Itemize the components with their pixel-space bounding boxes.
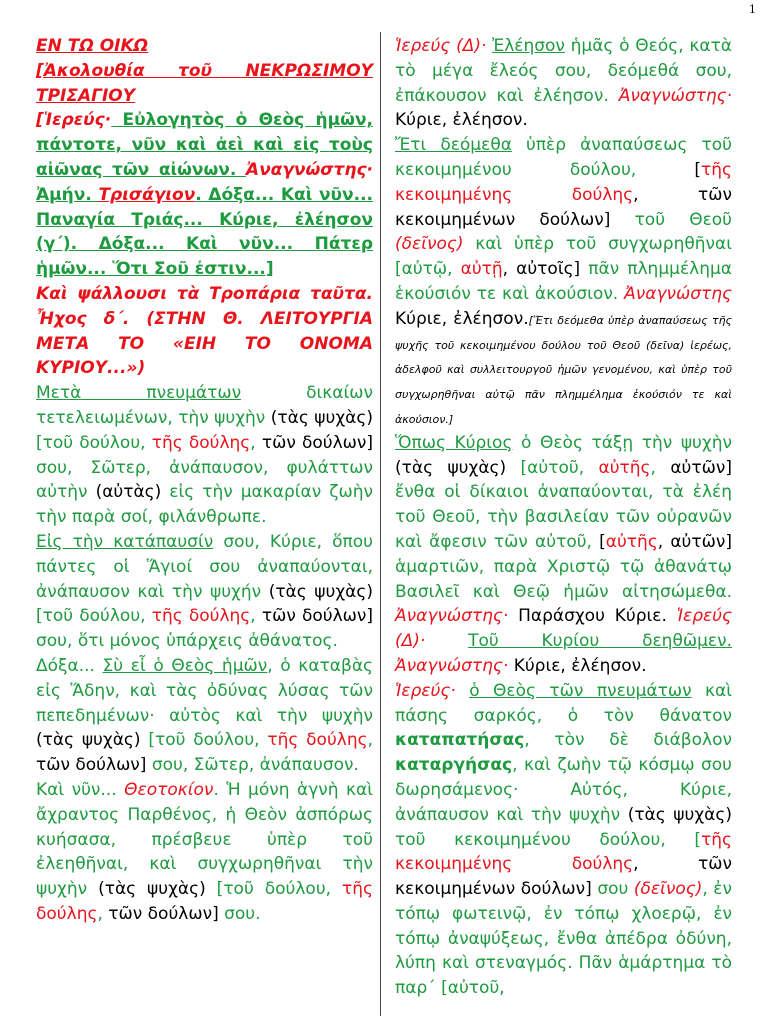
text: (αὐτὰς) [95, 482, 162, 503]
text: (τὰς ψυχὰς) [98, 879, 206, 900]
text: Μετὰ πνευμάτων [36, 383, 242, 404]
text: , [650, 457, 671, 478]
text: τῆς δούλης [151, 606, 251, 627]
text: τῶν δούλων] [36, 755, 147, 776]
text: σου, Σῶτερ, ἀνάπαυσον. [146, 755, 359, 776]
text: αὐτῇ [460, 259, 503, 280]
text: (τὰς ψυχὰς) [627, 804, 732, 825]
text: [τοῦ δούλου, [36, 606, 152, 627]
text: τῶν δούλων] [108, 903, 219, 924]
text: Κύριε, ἐλέησον. [395, 110, 528, 131]
column-divider [380, 32, 381, 1016]
text: Ἐλέησον [492, 36, 565, 56]
text: πᾶν πλημμέλημα ἑκούσιόν τε καὶ ἀκούσιον. [395, 259, 732, 304]
text: Ὅπως Κύριος [395, 432, 513, 453]
rubric-text: Καὶ ψάλλουσι τὰ Τροπάρια ταῦτα. Ἦχος δ΄. (ΣΤΗΝ Θ. ΛΕΙΤΟΥΡΓΙΑ ΜΕΤΑ ΤΟ «ΕΙΗ ΤΟ ΟΝΟΜΑ ΚΥΡΙΟΥ...») [36, 283, 373, 379]
rubric-reader: Ἀναγνώστης· [245, 159, 373, 180]
paragraph-eti-deometha [395, 133, 732, 431]
rubric-priest: Ἱερεύς· [395, 680, 456, 701]
text: σου [591, 879, 634, 900]
paragraph-intro [36, 108, 373, 282]
text: (τὰς ψυχὰς) [268, 581, 373, 602]
rubric-reader: Ἀναγνώστης· [395, 655, 509, 676]
paragraph-doxa [36, 654, 373, 778]
text: , ἐν τόπῳ φωτεινῷ, ἐν τόπῳ χλοερῷ, ἐν τόπῳ ἀναψύξεως, ἔνθα ἀπέδρα ὀδύνη, λύπη καὶ στεναγμός. Πᾶν ἁμάρτημα τὸ παρ΄ [αὐτοῦ, [395, 879, 732, 999]
text: (τὰς ψυχὰς) [36, 730, 141, 751]
text: . Δόξα... Καὶ νῦν... Παναγία Τριάς... Κύριε, ἐλέησον (γ΄). Δόξα... Καὶ νῦν... Πάτερ ἡμῶν... Ὅτι Σοῦ ἐστιν...] [36, 184, 373, 280]
text: ἔνθα οἱ δίκαιοι ἀναπαύονται, τὰ ἐλέη τοῦ Θεοῦ, τὴν βασιλείαν τῶν οὐρανῶν καὶ ἄφεσιν τῶν αὐτοῦ, [395, 482, 732, 552]
text: τῆς δούλης [267, 730, 368, 751]
text: [ [694, 159, 701, 180]
text: , [250, 606, 262, 627]
text: Ἔτι δεόμεθα [395, 135, 512, 156]
heading-en-to-oiko [36, 34, 373, 59]
heading-text: [Ἀκολουθία τοῦ ΝΕΚΡΩΣΙΜΟΥ ΤΡΙΣΑΓΙΟΥ [36, 60, 373, 106]
text: σου, Κύριε, ὅπου πάντες οἱ Ἅγιοί σου ἀναπαύονται, ἀνάπαυσον καὶ τὴν ψυχήν [36, 531, 373, 602]
text: , καὶ ζωὴν τῷ κόσμῳ σου δωρησάμενος· Αὐτός, Κύριε, ἀνάπαυσον καὶ τὴν ψυχὴν [395, 755, 732, 825]
paragraph-rubric-troparia [36, 282, 373, 381]
text: δικαίων τετελειωμένων, τὴν ψυχὴν [36, 383, 373, 428]
paragraph-troparion-2 [36, 530, 373, 654]
rubric-priest: Ἱερεύς (Δ)· [395, 606, 732, 652]
text: καὶ ὑπὲρ τοῦ συγχωρηθῆναι [463, 234, 732, 255]
text: . Ἡ μόνη ἁγνὴ καὶ ἄχραντος Παρθένος, ἡ Θεὸν ἀσπόρως κυήσασα, πρέσβευε ὑπὲρ τοῦ ἐλεηθῆναι, καὶ συγχωρηθῆναι τὴν ψυχὴν [36, 779, 373, 900]
paragraph-opos-kyrios [395, 431, 732, 679]
text: [αὐτῷ, [395, 259, 461, 280]
text: , ὁ καταβὰς εἰς Ἅδην, καὶ τὰς ὀδύνας λύσας τῶν πεπεδημένων· αὐτὸς καὶ τὴν ψυχὴν [36, 655, 373, 726]
text: Εὐλογητὸς ὁ Θεὸς ἡμῶν, πάντοτε, νῦν καὶ ἀεὶ καὶ εἰς τοὺς αἰῶνας τῶν αἰώνων. [36, 110, 373, 180]
text: εἰς τὴν μακαρίαν ζωὴν τὴν παρὰ σοί, φιλάνθρωπε. [36, 482, 373, 528]
text: Καὶ νῦν... [36, 779, 125, 800]
text: αὐτῶν] [670, 457, 732, 478]
text: , [250, 432, 262, 453]
text: [αὐτοῦ, [506, 457, 599, 478]
rubric-priest: Ἱερεύς (Δ)· [395, 36, 487, 56]
text: σου, Σῶτερ, ἀνάπαυσον, φυλάττων αὐτὴν [36, 457, 373, 503]
text: καταργήσας [395, 755, 513, 776]
text: (τὰς ψυχὰς) [395, 457, 507, 478]
text: Σὺ εἶ ὁ Θεὸς ἡμῶν [102, 655, 268, 676]
text: Τοῦ Κυρίου δεηθῶμεν. [468, 631, 732, 652]
text: τοῦ κεκοιμημένου δούλου, [ [395, 829, 701, 850]
text: Κύριε, ἐλέησον. [395, 308, 529, 329]
text: Κύριε, ἐλέησον. [508, 655, 647, 676]
rubric-reader: Ἀναγνώστης [624, 283, 732, 304]
text: (δεῖνος) [395, 234, 464, 255]
text: [τοῦ δούλου, [36, 432, 152, 453]
text: τῆς δούλης [151, 432, 251, 453]
text: [ [599, 531, 606, 552]
text: τῆς κεκοιμημένης δούλης [395, 159, 732, 205]
note-priest-petition: [Ἔτι δεόμεθα ὑπὲρ ἀναπαύσεως τῆς ψυχῆς τοῦ κεκοιμημένου δούλου τοῦ Θεοῦ (δεῖνα) ἱερέως, ἀδελφοῦ καὶ συλλειτουργοῦ ἡμῶν γενομένου, καὶ ὑπὲρ τοῦ συγχωρηθῆναι αὐτῷ πᾶν πλημμέλημα ἑκούσιόν τε καὶ ἀκούσιον.] [395, 313, 732, 426]
text: τοῦ Θεοῦ [610, 209, 732, 230]
text: Παράσχου Κύριε. [508, 606, 677, 627]
heading-text: ΕΝ ΤΩ ΟΙΚΩ [36, 36, 149, 56]
text: , τὸν δὲ διάβολον [524, 730, 732, 751]
text: [τοῦ δούλου, [140, 730, 268, 751]
text: [τοῦ δούλου, [205, 879, 342, 900]
text: ἡμᾶς ὁ Θεός, κατὰ τὸ μέγα ἔλεός σου, δεόμεθά σου, ἐπάκουσον καὶ ἐλέησον. [395, 36, 733, 106]
text: ὑπὲρ ἀναπαύσεως τοῦ κεκοιμημένου δούλου, [395, 135, 732, 180]
text: καὶ πάσης σαρκός, ὁ τὸν θάνατον [395, 680, 733, 726]
paragraph-o-theos-ton-pnevmaton [395, 679, 732, 1001]
text [456, 681, 469, 701]
left-column [36, 34, 373, 927]
text: , [367, 730, 373, 751]
rubric-reader: Ἀναγνώστης· [395, 606, 509, 627]
text: (δεῖνος) [633, 879, 703, 900]
page-number: 1 [749, 3, 756, 16]
text: Δόξα... [36, 655, 103, 676]
text: Ἀμήν. [36, 184, 99, 205]
text: τῶν δούλων] [261, 606, 374, 627]
rubric-priest: [Ἱερεύς· [36, 110, 112, 131]
paragraph-theotokion [36, 778, 373, 927]
text: Εἰς τὴν κατάπαυσίν [36, 531, 214, 552]
text: ὁ Θεὸς τῶν πνευμάτων [469, 680, 692, 701]
rubric-theotokion: Θεοτοκίον [124, 779, 214, 800]
text: σου, ὅτι μόνος ὑπάρχεις ἀθάνατος. [36, 631, 338, 652]
rubric-reader: Ἀναγνώστης· [618, 85, 732, 106]
paragraph-eleison [395, 34, 732, 133]
text: , τῶν κεκοιμημένων δούλων] [395, 854, 733, 900]
text: ἁμαρτιῶν, παρὰ Χριστῷ τῷ ἀθανάτῳ Βασιλεῖ καὶ Θεῷ ἡμῶν αἰτησώμεθα. [395, 556, 732, 602]
text: τῆς δούλης [36, 879, 373, 924]
text: , αὐτοῖς] [502, 259, 581, 280]
rubric-trisagion: Τρισάγιον [98, 184, 196, 205]
text [425, 631, 468, 651]
text: αὐτῆς [598, 457, 651, 478]
text: , [97, 903, 109, 924]
text: ὁ Θεὸς τάξῃ τὴν ψυχὴν [512, 432, 732, 453]
text: αὐτῆς [605, 531, 658, 552]
right-column [395, 34, 732, 1001]
text: σου. [218, 903, 261, 924]
heading-akolouthia [36, 59, 373, 109]
text: , αὐτῶν] [657, 531, 732, 552]
text: , τῶν κεκοιμημένων δούλων] [395, 184, 733, 230]
paragraph-troparion-1 [36, 381, 373, 530]
text: τῶν δούλων] [261, 432, 374, 453]
text: (τὰς ψυχὰς) [270, 407, 373, 428]
text: τῆς κεκοιμημένης δούλης [395, 829, 732, 875]
text: καταπατήσας [395, 730, 525, 751]
